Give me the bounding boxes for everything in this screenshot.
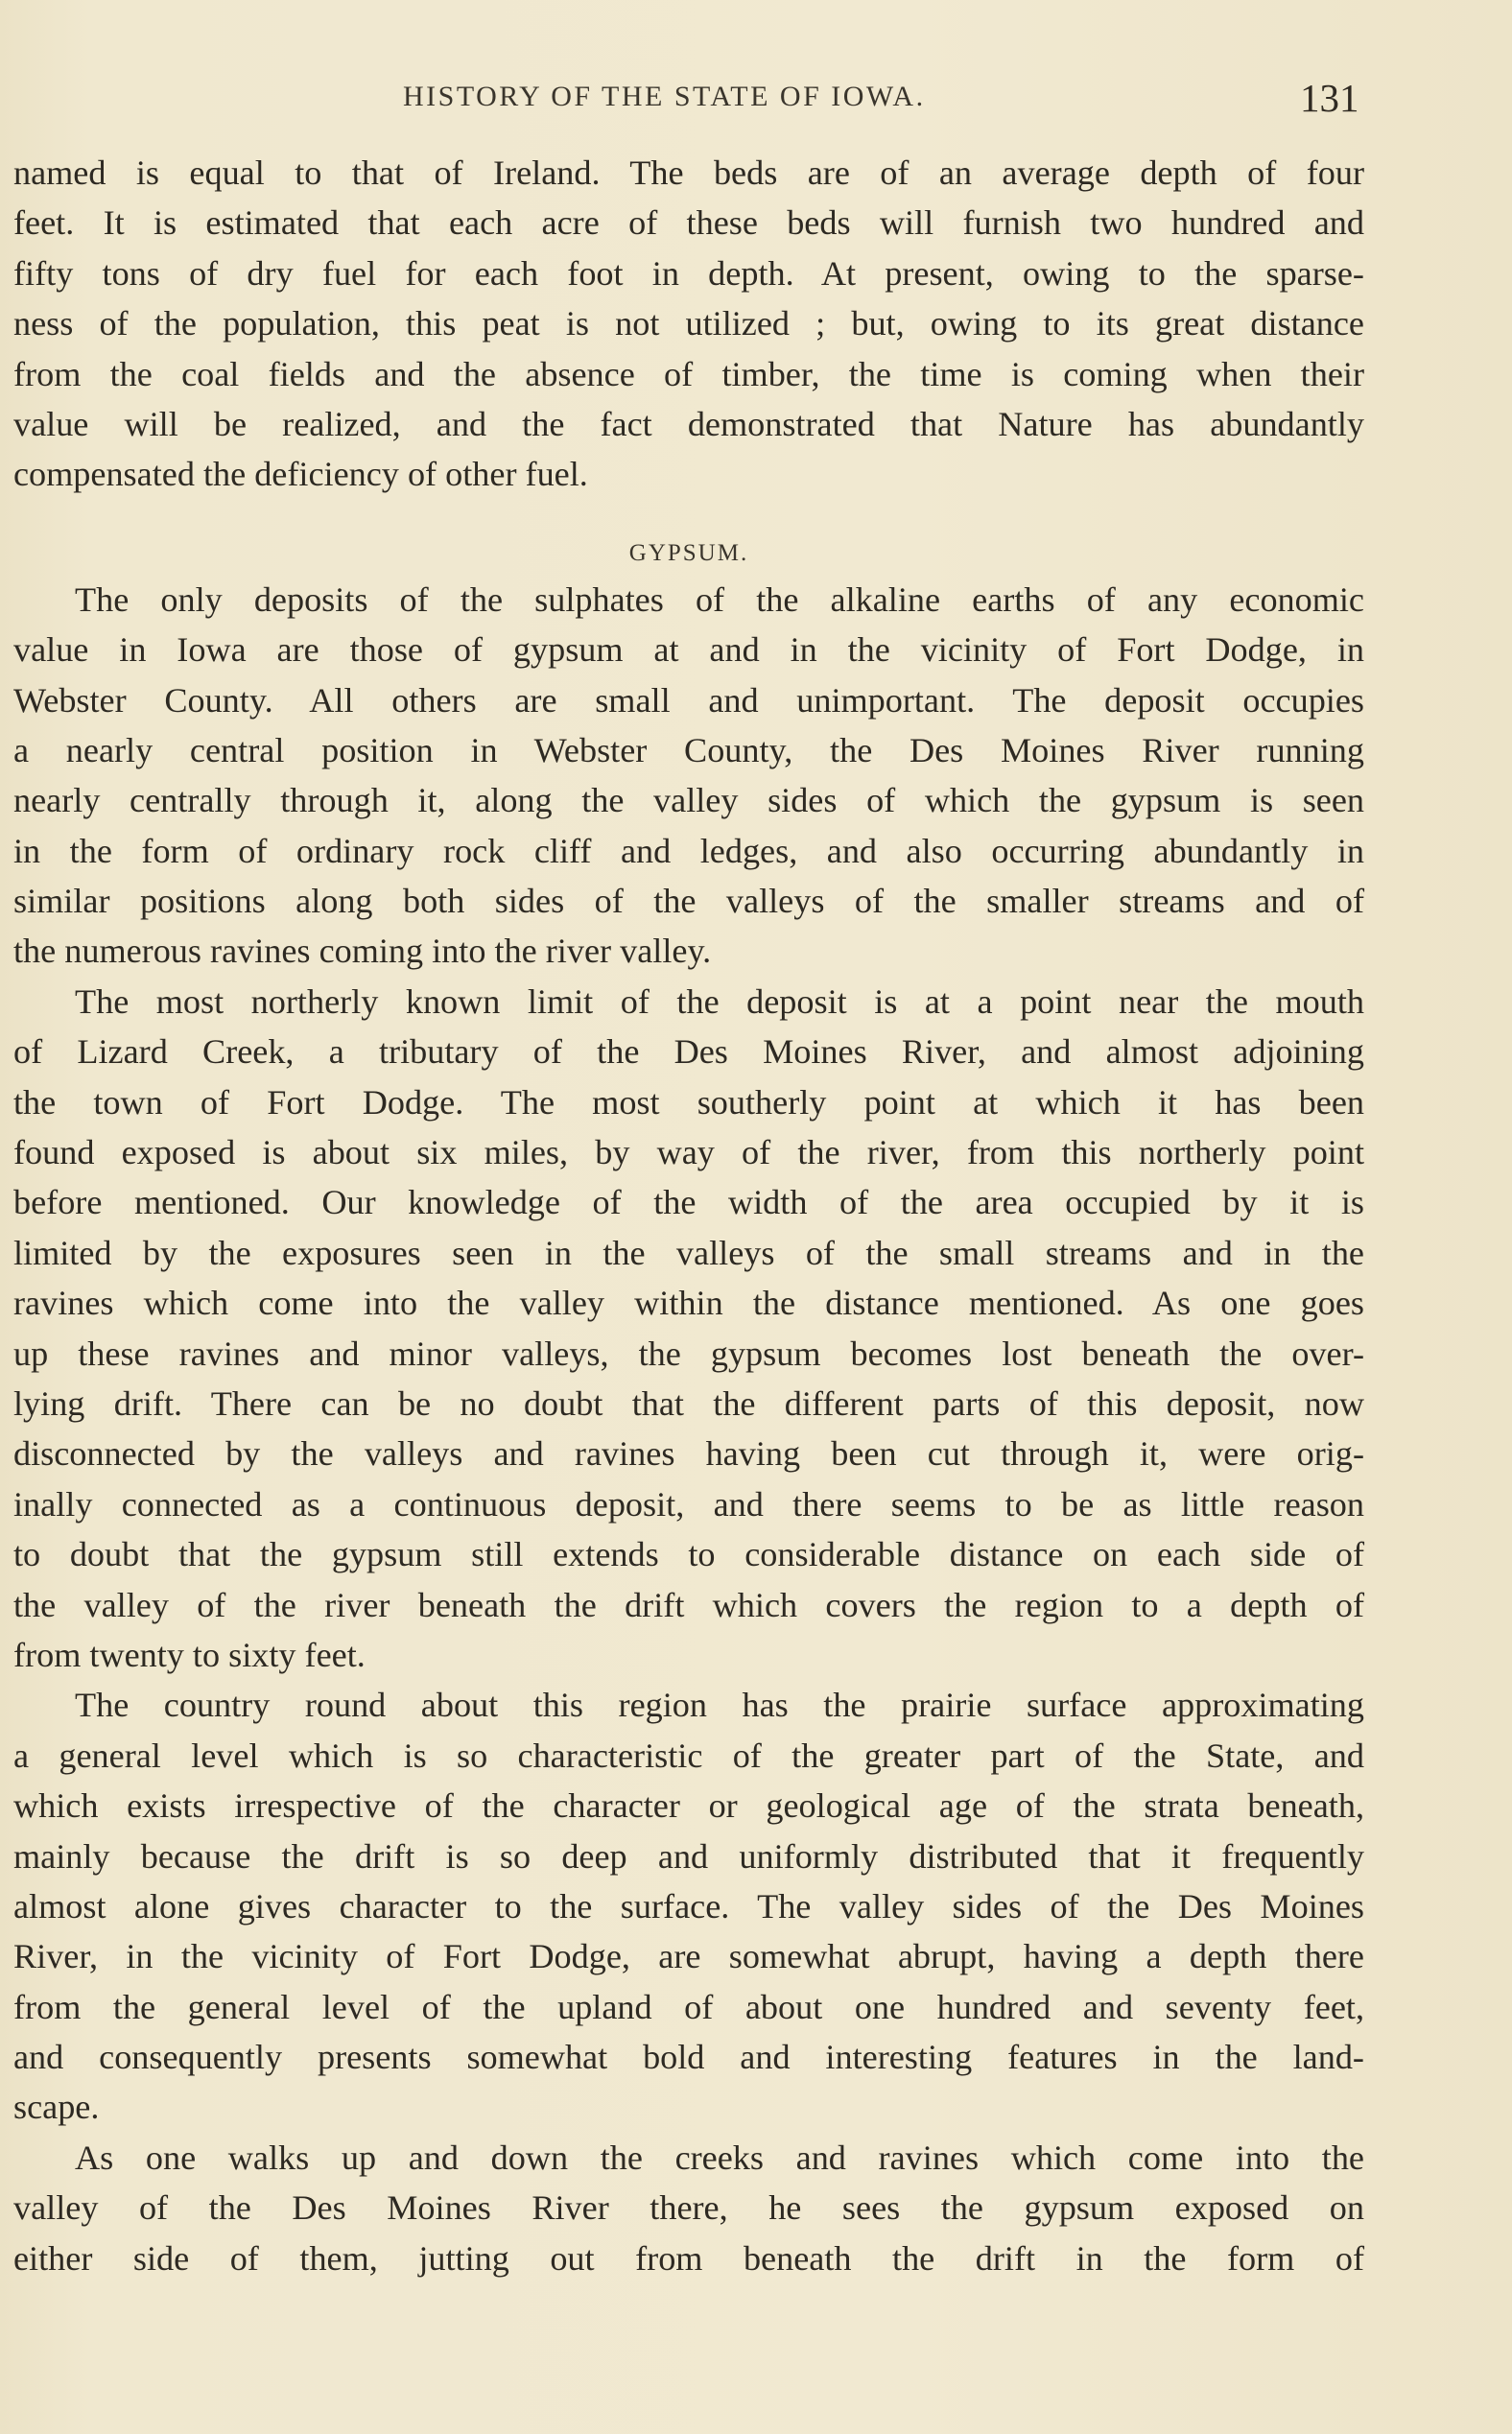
- text-line: found exposed is about six miles, by way of the river, from this northerly point: [13, 1133, 1364, 1172]
- text-line: from the coal fields and the absence of timber, the time is coming when their: [13, 354, 1364, 393]
- text-line: a general level which is so characteristic of the greater part of the State, and: [13, 1736, 1364, 1775]
- text-line: in the form of ordinary rock cliff and ledges, and also occurring abundantly in: [13, 831, 1364, 870]
- text-line: ness of the population, this peat is not utilized ; but, owing to its great distance: [13, 304, 1364, 343]
- text-line: ravines which come into the valley within the distance mentioned. As one goes: [13, 1284, 1364, 1323]
- paragraph-deposit-limits: [13, 977, 1364, 1680]
- text-line: which exists irrespective of the character or geological age of the strata beneath,: [13, 1786, 1364, 1826]
- paragraph-peat-continued: [13, 148, 1364, 500]
- text-line: compensated the deficiency of other fuel.: [13, 455, 588, 494]
- text-line: The most northerly known limit of the deposit is at a point near the mouth: [75, 981, 1364, 1021]
- text-line: similar positions along both sides of the valleys of the smaller streams and of: [13, 882, 1364, 921]
- text-line: lying drift. There can be no doubt that the different parts of this deposit, now: [13, 1383, 1364, 1423]
- text-line: before mentioned. Our knowledge of the width of the area occupied by it is: [13, 1183, 1364, 1222]
- text-line: to doubt that the gypsum still extends to considerable distance on each side of: [13, 1535, 1364, 1574]
- text-line: feet. It is estimated that each acre of these beds will furnish two hundred and: [13, 203, 1364, 243]
- text-line: value will be realized, and the fact demonstrated that Nature has abundantly: [13, 404, 1364, 443]
- text-line: value in Iowa are those of gypsum at and in the vicinity of Fort Dodge, in: [13, 630, 1364, 670]
- text-line: up these ravines and minor valleys, the gypsum becomes lost beneath the over-: [13, 1334, 1364, 1373]
- text-line: mainly because the drift is so deep and uniformly distributed that it frequently: [13, 1836, 1364, 1876]
- text-line: the valley of the river beneath the drift which covers the region to a depth of: [13, 1585, 1364, 1624]
- text-line: inally connected as a continuous deposit, and there seems to be as little reason: [13, 1484, 1364, 1524]
- section-heading-gypsum: GYPSUM.: [628, 539, 749, 566]
- text-line: The country round about this region has the prairie surface approximating: [75, 1686, 1364, 1725]
- text-line: The only deposits of the sulphates of the alkaline earths of any economic: [75, 579, 1364, 619]
- paragraph-creeks-ravines: [13, 2133, 1364, 2283]
- running-head: [0, 75, 1512, 132]
- text-line: almost alone gives character to the surface. The valley sides of the Des Moines: [13, 1886, 1364, 1926]
- text-line: scape.: [13, 2088, 100, 2127]
- body-text: [13, 148, 1364, 2283]
- paragraph-country-surface: [13, 1680, 1364, 2133]
- running-title: HISTORY OF THE STATE OF IOWA.: [403, 81, 926, 112]
- text-line: from the general level of the upland of about one hundred and seventy feet,: [13, 1987, 1364, 2026]
- text-line: nearly centrally through it, along the valley sides of which the gypsum is seen: [13, 781, 1364, 820]
- text-line: limited by the exposures seen in the valleys of the small streams and in the: [13, 1233, 1364, 1272]
- text-line: Webster County. All others are small and unimportant. The deposit occupies: [13, 680, 1364, 720]
- text-line: River, in the vicinity of Fort Dodge, are somewhat abrupt, having a depth there: [13, 1937, 1364, 1976]
- text-line: valley of the Des Moines River there, he sees the gypsum exposed on: [13, 2188, 1364, 2228]
- text-line: fifty tons of dry fuel for each foot in depth. At present, owing to the sparse-: [13, 253, 1364, 293]
- text-line: from twenty to sixty feet.: [13, 1635, 366, 1674]
- text-line: the numerous ravines coming into the river valley.: [13, 932, 712, 971]
- text-line: and consequently presents somewhat bold and interesting features in the land-: [13, 2038, 1364, 2077]
- page-number: 131: [1300, 76, 1359, 120]
- text-line: the town of Fort Dodge. The most southerly point at which it has been: [13, 1082, 1364, 1122]
- text-line: either side of them, jutting out from beneath the drift in the form of: [13, 2238, 1364, 2278]
- paragraph-gypsum-deposits: [13, 575, 1364, 977]
- text-line: As one walks up and down the creeks and ravines which come into the: [75, 2138, 1364, 2177]
- text-line: disconnected by the valleys and ravines having been cut through it, were orig-: [13, 1434, 1364, 1474]
- text-line: a nearly central position in Webster County, the Des Moines River running: [13, 730, 1364, 769]
- text-line: named is equal to that of Ireland. The beds are of an average depth of four: [13, 154, 1364, 192]
- text-line: of Lizard Creek, a tributary of the Des Moines River, and almost adjoining: [13, 1032, 1364, 1072]
